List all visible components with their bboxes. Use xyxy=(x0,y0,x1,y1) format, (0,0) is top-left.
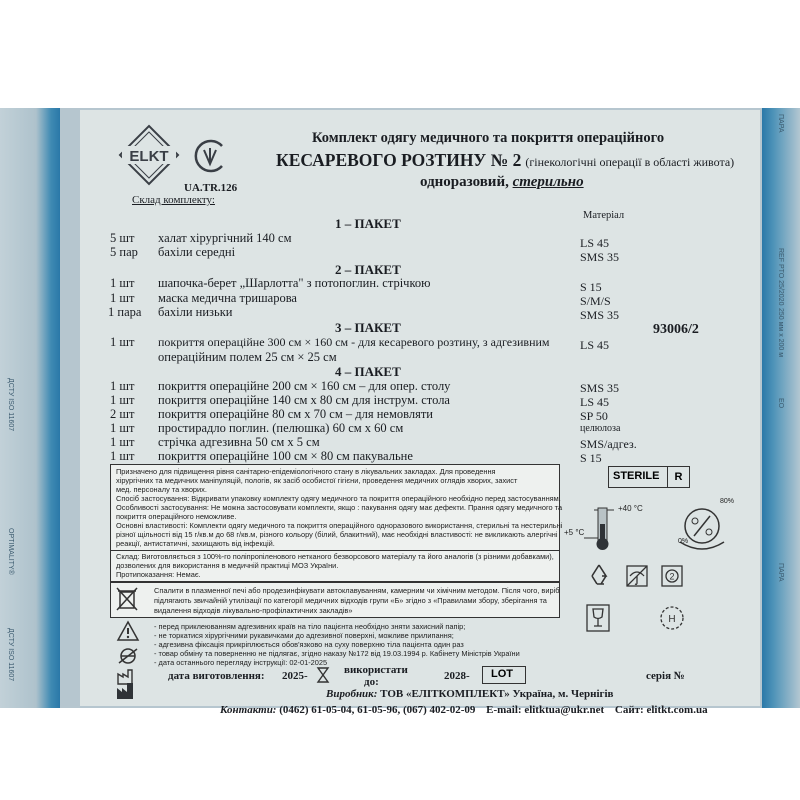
item-material: S/M/S xyxy=(580,294,611,308)
maker-place: Україна, м. Чернігів xyxy=(512,688,614,700)
item-name: покриття операційне 200 см × 160 см – для опер. столу xyxy=(158,379,451,393)
sterile-text: STERILE xyxy=(613,470,660,482)
item-name: покриття операційне 100 см × 80 см пакувальне xyxy=(158,449,413,463)
item-name: бахіли низьки xyxy=(158,305,233,319)
item-name: простирадло поглин. (пелюшка) 60 см х 60 см xyxy=(158,421,404,435)
elkt-logo xyxy=(118,124,180,186)
item-qty: 1 шт xyxy=(110,335,135,349)
item-name: покриття операційне 140 см х 80 см для інструм. стола xyxy=(158,393,450,407)
side-print-para-2: ПАРА xyxy=(777,563,784,582)
title-line-2 xyxy=(276,150,734,171)
temp-low: +5 °C xyxy=(564,528,585,537)
item-material: SMS 35 xyxy=(580,308,620,322)
warning-line: - не торкатися хірургічними рукавичками до адгезивної поверхні, можливе прилипання; xyxy=(154,631,454,640)
sterilization-cycle-icon xyxy=(658,604,686,632)
maker-name: ТОВ «ЕЛІТКОМПЛЕКТ» xyxy=(380,688,510,700)
item-qty: 1 пара xyxy=(108,305,142,319)
item-qty: 5 шт xyxy=(110,231,135,245)
info-line: Особливості застосування: Не можна застосовувати комплекти, якщо : пакування одягу має дефекти. Прання одягу медичного та xyxy=(116,503,563,512)
use-by-label: використати xyxy=(344,664,408,676)
disposal-line: Спалити в плазменної печі або продезинфікувати автоклавуванням, камерним чи хімічним методом. Після чого, виріб xyxy=(154,586,560,595)
title-note: (гінекологічні операції в області живота) xyxy=(525,155,735,169)
item-name: халат хірургічний 140 см xyxy=(158,231,292,245)
warning-line: - перед приклеюванням адгезивних країв на тіло пацієнта необхідно зняти захисний папір; xyxy=(154,622,466,631)
series-label: серія № xyxy=(646,670,685,682)
title-line-1: Комплект одягу медичного та покриття операційного xyxy=(312,130,665,146)
composition-label: Склад комплекту: xyxy=(132,194,215,206)
item-qty: 1 шт xyxy=(110,449,135,463)
info-line: Склад: Виготовляється з 100%-го поліпропіленового нетканого безворсового матеріалу та його аналогів (з різними добавками), xyxy=(116,552,554,561)
info-line: мед. персоналу та хворих. xyxy=(116,485,207,494)
manufacturer-icon xyxy=(116,682,134,700)
packet-3-title: 3 – ПАКЕТ xyxy=(335,320,401,335)
svg-text:H: H xyxy=(668,614,676,625)
item-material: SMS 35 xyxy=(580,250,620,264)
item-material: S 15 xyxy=(580,280,602,294)
warning-line: - товар обміну та поверненню не підлягає, згідно наказу №172 від 19.03.1994 р. Кабінету Міністрів України xyxy=(154,649,520,658)
do-not-reuse-symbol-icon xyxy=(660,564,684,588)
material-header: Матеріал xyxy=(583,210,625,221)
manufacture-label: дата виготовлення: xyxy=(168,670,265,682)
humidity-low: 0% xyxy=(678,538,689,545)
item-name: стрічка адгезивна 50 см х 5 см xyxy=(158,435,320,449)
item-material: LS 45 xyxy=(580,338,610,352)
title-disposable: одноразовий, xyxy=(420,174,509,190)
title-main: КЕСАРЕВОГО РОЗТИНУ № 2 xyxy=(276,150,522,170)
humidity-limit-icon xyxy=(672,496,735,556)
packet-4-title: 4 – ПАКЕТ xyxy=(335,364,401,379)
svg-text:2: 2 xyxy=(669,571,675,582)
packet-1-title: 1 – ПАКЕТ xyxy=(335,216,401,231)
side-print-brand: OPTIMALITY® xyxy=(7,528,14,575)
item-qty: 1 шт xyxy=(110,393,135,407)
item-name: маска медична тришарова xyxy=(158,291,297,305)
use-by-year: 2028- xyxy=(444,670,470,682)
info-line: Основні властивості: Комплекти одягу медичного та покриття операційного одноразового використання, стерильні та нестерильні xyxy=(116,521,563,530)
side-print-ref: REF PTO 25/2020 xyxy=(777,248,784,306)
item-qty: 1 шт xyxy=(110,291,135,305)
item-name-cont: операційним полем 25 см × 25 см xyxy=(158,350,337,364)
info-line: хірургічних та медичних маніпуляцій, пологів, як засіб особистої гігієни, проведення медичних оглядів хворих, захист xyxy=(116,476,518,485)
certificate-code: UA.TR.126 xyxy=(184,182,238,194)
warning-triangle-icon xyxy=(116,620,140,642)
humidity-high: 80% xyxy=(720,498,735,505)
item-material: S 15 xyxy=(580,451,602,465)
info-line: реакції, антистатичні, захищають від інфекцій. xyxy=(116,539,275,548)
hourglass-icon xyxy=(316,666,330,684)
maker-line xyxy=(326,688,614,700)
info-line: Призначено для підвищення рівня санітарно-епідеміологічного стану в лікувальних закладах. Для проведення xyxy=(116,467,496,476)
item-name: покриття операційне 80 см х 70 см – для немовляти xyxy=(158,407,433,421)
fragile-glass-icon xyxy=(586,604,610,632)
pack-seal-left xyxy=(0,108,60,708)
contacts-label: Контакти: xyxy=(220,704,277,716)
item-qty: 1 шт xyxy=(110,379,135,393)
info-line: Протипоказання: Немає. xyxy=(116,570,201,579)
crossed-bin-icon xyxy=(116,586,138,612)
maker-label: Виробник: xyxy=(326,688,378,700)
sterile-pack xyxy=(0,108,800,716)
side-print-size: 250 мм х 200 м xyxy=(777,308,784,358)
warning-line: - адгезивна фіксація прикріплюється обов'язково на суху поверхню тіла пацієнта один раз xyxy=(154,640,464,649)
side-print-para: ПАРА xyxy=(777,114,784,133)
side-print-iso: ДСТУ ISO 11607 xyxy=(7,378,14,432)
contacts-line xyxy=(220,704,708,716)
manufacture-year: 2025- xyxy=(282,670,308,682)
item-qty: 2 шт xyxy=(110,407,135,421)
warning-line: - дата останнього перегляду інструкції: 02-01-2025 xyxy=(154,658,328,667)
item-material: LS 45 xyxy=(580,236,610,250)
temp-high: +40 °C xyxy=(618,504,643,513)
sterile-badge xyxy=(608,466,690,488)
item-name: бахіли середні xyxy=(158,245,236,259)
lot-label: LOT xyxy=(491,668,513,680)
info-line: покриття операційного неможливе. xyxy=(116,512,237,521)
sterile-method: R xyxy=(667,467,689,487)
item-name: покриття операційне 300 см × 160 см - для кесаревого розтину, з адгезивним xyxy=(158,335,550,349)
lot-box xyxy=(482,666,526,684)
item-qty: 1 шт xyxy=(110,435,135,449)
disposal-line: видалення відходів лікувально-профілактичних закладів» xyxy=(154,606,353,615)
recycle-icon xyxy=(586,562,612,588)
item-material: SMS/адгез. xyxy=(580,437,637,451)
packet-2-title: 2 – ПАКЕТ xyxy=(335,262,401,277)
item-material: SP 50 xyxy=(580,409,608,423)
pack-seal-right xyxy=(762,108,800,708)
info-line: дозволених для використання в медичній практиці МОЗ України. xyxy=(116,561,339,570)
item-material: SMS 35 xyxy=(580,381,620,395)
disposal-line: підлягають звичайній утилізації по категорії медичних відходів групи «Б» згідно з «Правилами збору, зберігання та xyxy=(154,596,547,605)
keep-dry-icon xyxy=(625,564,649,588)
side-print-iso-2: ДСТУ ISO 11607 xyxy=(7,628,14,682)
do-not-reuse-icon xyxy=(116,646,140,666)
item-material: LS 45 xyxy=(580,395,610,409)
use-by-label-2: до: xyxy=(364,676,379,688)
product-label xyxy=(80,110,760,716)
item-qty: 5 пар xyxy=(110,245,138,259)
item-name: шапочка-берет „Шарлотта" з потопоглин. стрічкою xyxy=(158,276,431,290)
item-qty: 1 шт xyxy=(110,276,135,290)
product-code: 93006/2 xyxy=(653,322,699,337)
title-sterile: стерильно xyxy=(512,174,584,190)
contacts-email: E-mail: elitktua@ukr.net xyxy=(486,704,605,716)
svg-text:ELKT: ELKT xyxy=(129,148,169,165)
info-line: Спосіб застосування: Відкривати упаковку комплекту одягу медичного та покриття операційного необхідно перед застосуванням. xyxy=(116,494,561,503)
side-print-eo: ЕО xyxy=(777,398,784,409)
contacts-site: Сайт: elitkt.com.ua xyxy=(614,704,708,716)
title-line-3 xyxy=(420,174,584,191)
contacts-phones: (0462) 61-05-04, 61-05-96, (067) 402-02-09 xyxy=(279,704,476,716)
info-line: різної щільності від 15 г/кв.м до 68 г/кв.м, різного кольору (білий, блакитний), має необхідні властивості: не викликають алергічні xyxy=(116,530,558,539)
item-qty: 1 шт xyxy=(110,421,135,435)
item-material: целюлоза xyxy=(580,423,621,434)
ua-conformity-mark-icon xyxy=(192,138,228,174)
